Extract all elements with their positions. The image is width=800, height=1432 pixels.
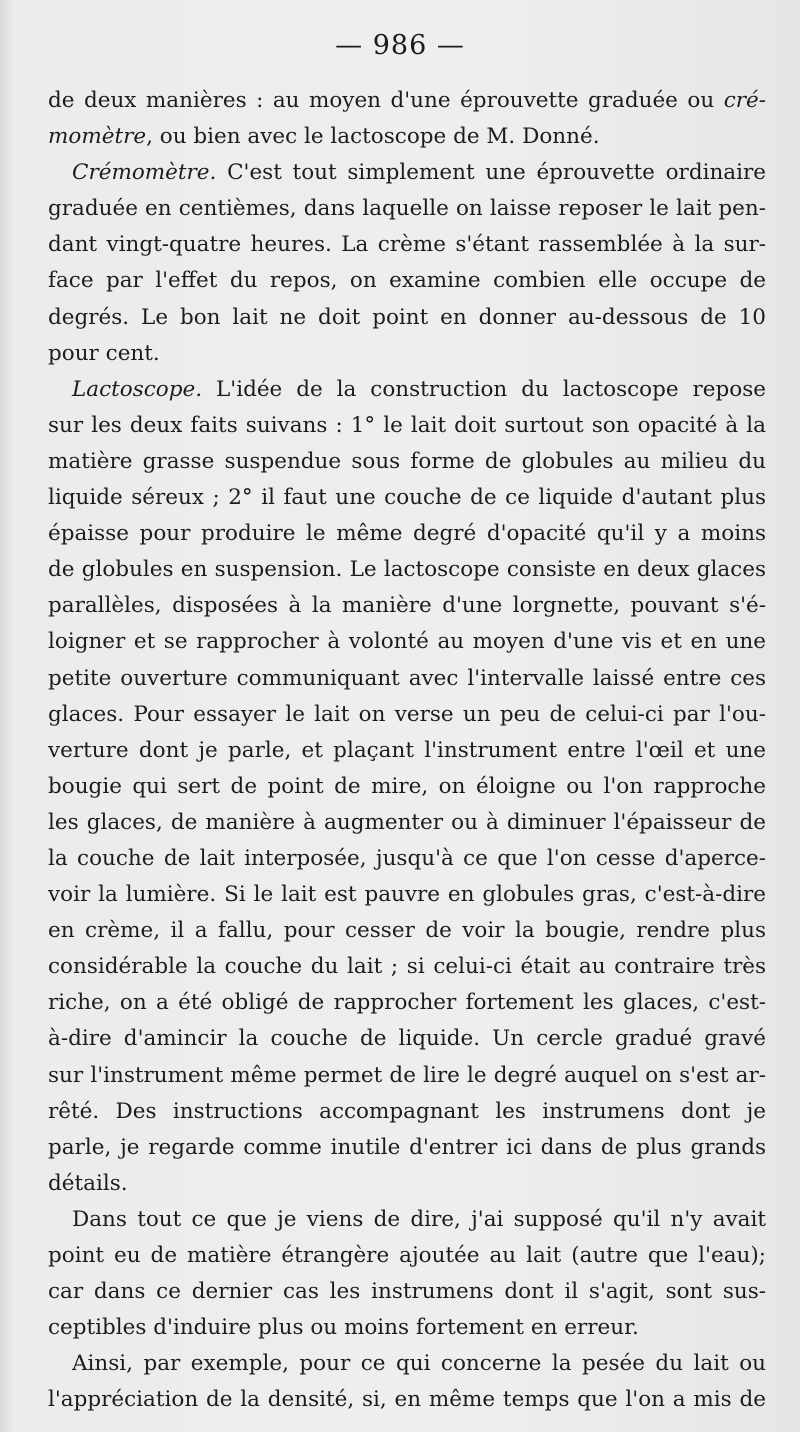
text-segment: graduée en centièmes, dans laquelle on laisse reposer le lait pen- (48, 196, 766, 222)
text-segment: de deux manières : au moyen d'une éprouvette graduée ou (48, 88, 724, 113)
text-line (48, 83, 766, 119)
text-segment: point eu de matière étrangère ajoutée au lait (autre que l'eau); (48, 1243, 766, 1268)
text-segment: degrés. Le bon lait ne doit point en donner au-dessous de 10 (48, 304, 766, 330)
text-line (48, 841, 766, 877)
text-line (48, 480, 766, 516)
text-line (48, 805, 766, 841)
text-line (48, 985, 766, 1021)
text-segment: sur les deux faits suivans : 1° le lait doit surtout son opacité à la (48, 412, 766, 438)
text-line (48, 769, 766, 805)
italic-term: Lactoscope. (72, 376, 203, 402)
text-line (48, 1021, 766, 1057)
text-segment: parallèles, disposées à la manière d'une lorgnette, pouvant s'é- (48, 593, 766, 619)
text-line (48, 588, 766, 624)
text-segment: l'appréciation de la densité, si, en même temps que l'on a mis de (48, 1387, 766, 1413)
italic-term: momètre (48, 124, 147, 150)
text-line (48, 1274, 766, 1310)
text-segment: C'est tout simplement une éprouvette ordinaire (216, 160, 766, 186)
text-line (48, 1094, 766, 1130)
text-line (48, 191, 766, 227)
text-segment: rêté. Des instructions accompagnant les instrumens dont je (48, 1098, 766, 1124)
text-segment: liquide séreux ; 2° il faut une couche de ce liquide d'autant plus (48, 485, 766, 511)
italic-term: cré- (723, 88, 766, 113)
text-line (48, 624, 766, 660)
text-line (48, 1166, 766, 1202)
text-line (48, 1310, 766, 1346)
text-line (48, 1238, 766, 1274)
text-line (48, 949, 766, 985)
text-line (48, 661, 766, 697)
text-segment: Ainsi, par exemple, pour ce qui concerne la pesée du lait ou (72, 1351, 766, 1377)
text-segment: voir la lumière. Si le lait est pauvre en globules gras, c'est-à-dire (48, 882, 766, 908)
text-segment: pour cent. (48, 340, 160, 366)
text-segment: verture dont je parle, et plaçant l'instrument entre l'œil et une (48, 737, 766, 763)
text-segment: matière grasse suspendue sous forme de globules au milieu du (48, 448, 766, 474)
text-line (48, 336, 766, 372)
italic-term: Crémomètre. (72, 160, 217, 186)
text-segment: glaces. Pour essayer le lait on verse un peu de celui-ci par l'ou- (48, 701, 766, 727)
text-line (48, 1202, 766, 1238)
text-line (48, 300, 766, 336)
text-segment: car dans ce dernier cas les instrumens dont il s'agit, sont sus- (48, 1279, 766, 1305)
text-segment: , ou bien avec le lactoscope de M. Donné. (146, 124, 600, 150)
text-line (48, 552, 766, 588)
text-segment: détails. (48, 1170, 128, 1196)
text-line (48, 263, 766, 299)
text-segment: dant vingt-quatre heures. La crème s'étant rassemblée à la sur- (48, 232, 766, 258)
text-line (48, 444, 766, 480)
text-line (48, 155, 766, 191)
text-segment: loigner et se rapprocher à volonté au moyen d'une vis et en une (48, 629, 766, 655)
page-number: — 986 — (335, 30, 465, 61)
text-line (48, 372, 766, 408)
text-line (48, 408, 766, 444)
text-line (48, 913, 766, 949)
text-line (48, 1382, 766, 1418)
text-line (48, 119, 766, 155)
body-text (48, 83, 766, 1418)
text-segment: Dans tout ce que je viens de dire, j'ai supposé qu'il n'y avait (72, 1206, 766, 1232)
text-segment: les glaces, de manière à augmenter ou à diminuer l'épaisseur de (48, 809, 766, 835)
text-segment: à-dire d'amincir la couche de liquide. Un cercle gradué gravé (48, 1026, 766, 1052)
text-segment: de globules en suspension. Le lactoscope consiste en deux glaces (48, 557, 766, 583)
text-line (48, 733, 766, 769)
text-segment: en crème, il a fallu, pour cesser de voir la bougie, rendre plus (48, 918, 766, 944)
text-segment: petite ouverture communiquant avec l'intervalle laissé entre ces (48, 665, 766, 691)
text-line (48, 697, 766, 733)
text-segment: L'idée de la construction du lactoscope repose (202, 376, 766, 402)
text-segment: riche, on a été obligé de rapprocher fortement les glaces, c'est- (48, 990, 766, 1016)
text-line (48, 1130, 766, 1166)
text-segment: la couche de lait interposée, jusqu'à ce que l'on cesse d'aperce- (48, 845, 766, 871)
text-line (48, 877, 766, 913)
text-segment: épaisse pour produire le même degré d'opacité qu'il y a moins (48, 521, 766, 547)
text-segment: sur l'instrument même permet de lire le degré auquel on s'est ar- (48, 1062, 766, 1088)
text-segment: face par l'effet du repos, on examine combien elle occupe de (48, 268, 766, 294)
text-segment: ceptibles d'induire plus ou moins fortement en erreur. (48, 1315, 639, 1341)
text-segment: parle, je regarde comme inutile d'entrer ici dans de plus grands (48, 1134, 766, 1160)
text-line (48, 516, 766, 552)
text-segment: bougie qui sert de point de mire, on éloigne ou l'on rapproche (48, 773, 766, 799)
text-segment: considérable la couche du lait ; si celui-ci était au contraire très (48, 954, 766, 980)
text-line (48, 1346, 766, 1382)
text-line (48, 1058, 766, 1094)
text-line (48, 227, 766, 263)
